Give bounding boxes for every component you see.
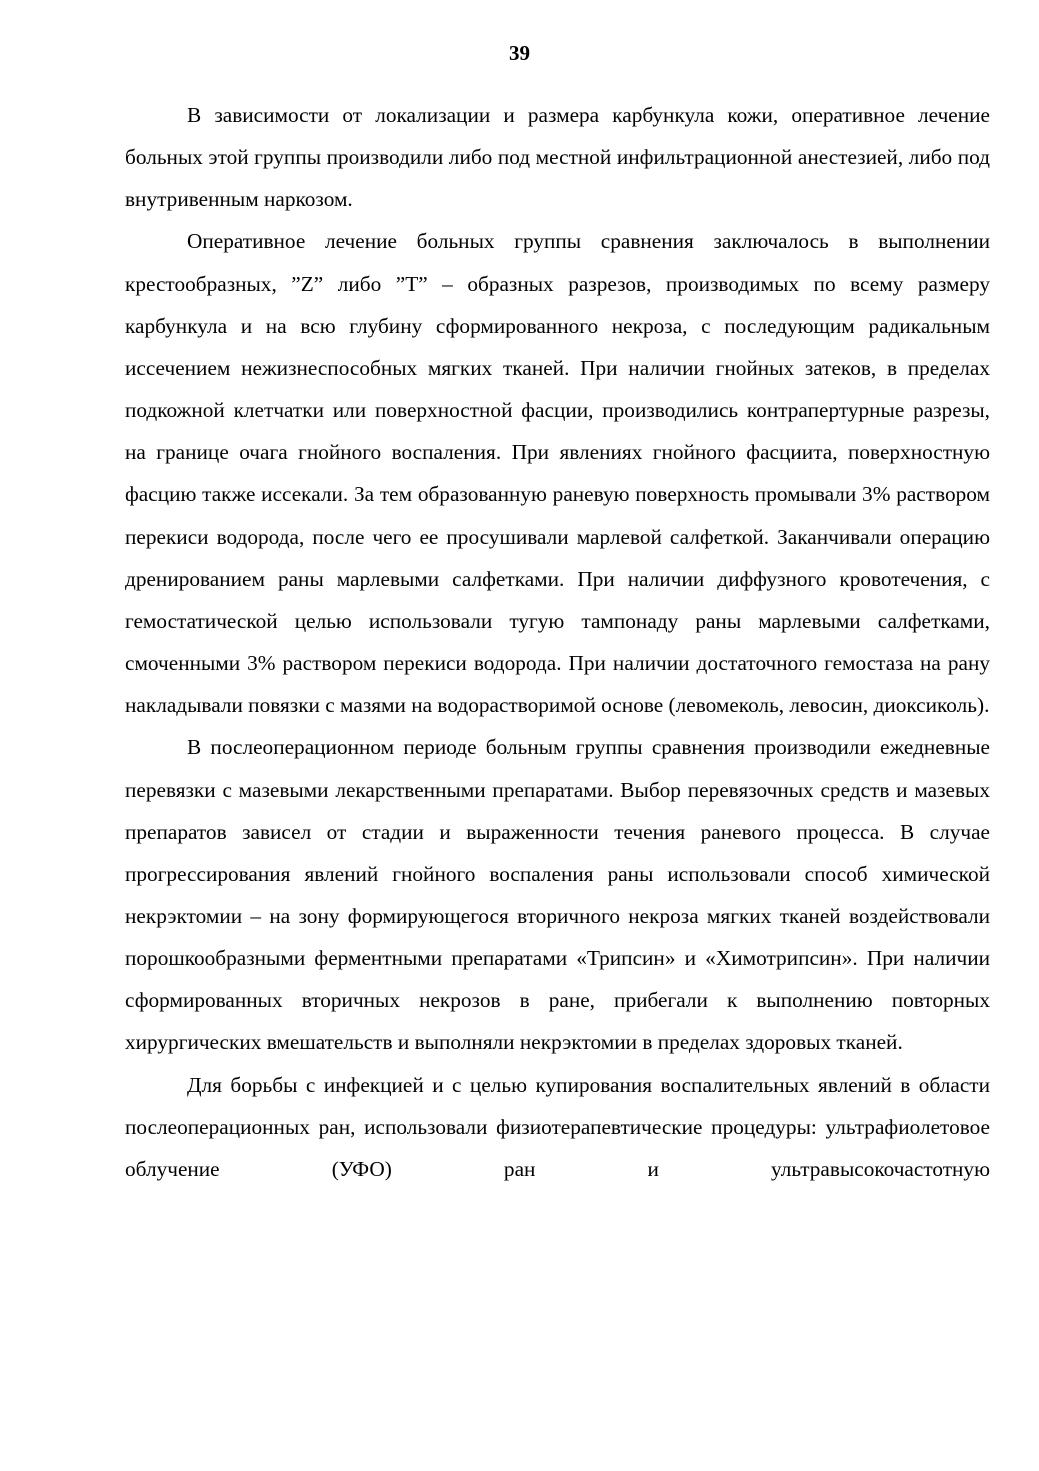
paragraph-anesthesia: В зависимости от локализации и размера карбункула кожи, оперативное лечение больных этой группы производили либо под местной инфильтрационной анестезией, либо под внутривенным наркозом. — [125, 103, 990, 212]
paragraph-postoperative-period: В послеоперационном периоде больным группы сравнения производили ежедневные перевязки с мазевыми лекарственными препаратами. Выбор перевязочных средств и мазевых препаратов зависел от стадии и выраженности течения раневого процесса. В случае прогрессирования явлений гнойного воспаления раны использовали способ химической некрэктомии – на зону формирующегося вторичного некроза мягких тканей воздействовали порошкообразными ферментными препаратами «Трипсин» и «Химотрипсин». При наличии сформированных вторичных некрозов в ране, прибегали к выполнению повторных хирургических вмешательств и выполняли некрэктомии в пределах здоровых тканей. — [125, 735, 990, 1055]
page-number: 39 — [509, 41, 530, 65]
paragraph-surgical-treatment: Оперативное лечение больных группы сравнения заключалось в выполнении крестообразных, ”Z” либо ”Т” – образных разрезов, производимых по всему размеру карбункула и на всю глубину сформированного некроза, с последующим радикальным иссечением нежизнеспособных мягких тканей. При наличии гнойных затеков, в пределах подкожной клетчатки или поверхностной фасции, производились контрапертурные разрезы, на границе очага гнойного воспаления. При явлениях гнойного фасциита, поверхностную фасцию также иссекали. За тем образованную раневую поверхность промывали 3% раствором перекиси водорода, после чего ее просушивали марлевой салфеткой. Заканчивали операцию дренированием раны марлевыми салфетками. При наличии диффузного кровотечения, с гемостатической целью использовали тугую тампонаду раны марлевыми салфетками, смоченными 3% раствором перекиси водорода. При наличии достаточного гемостаза на рану накладывали повязки с мазями на водорастворимой основе (левомеколь, левосин, диоксиколь). — [125, 229, 990, 718]
body-text — [125, 94, 990, 1190]
paragraph-physiotherapy: Для борьбы с инфекцией и с целью купирования воспалительных явлений в области послеоперационных ран, использовали физиотерапевтические процедуры: ультрафиолетовое облучение (УФО) ран и ультравысокочастотную — [125, 1072, 990, 1181]
